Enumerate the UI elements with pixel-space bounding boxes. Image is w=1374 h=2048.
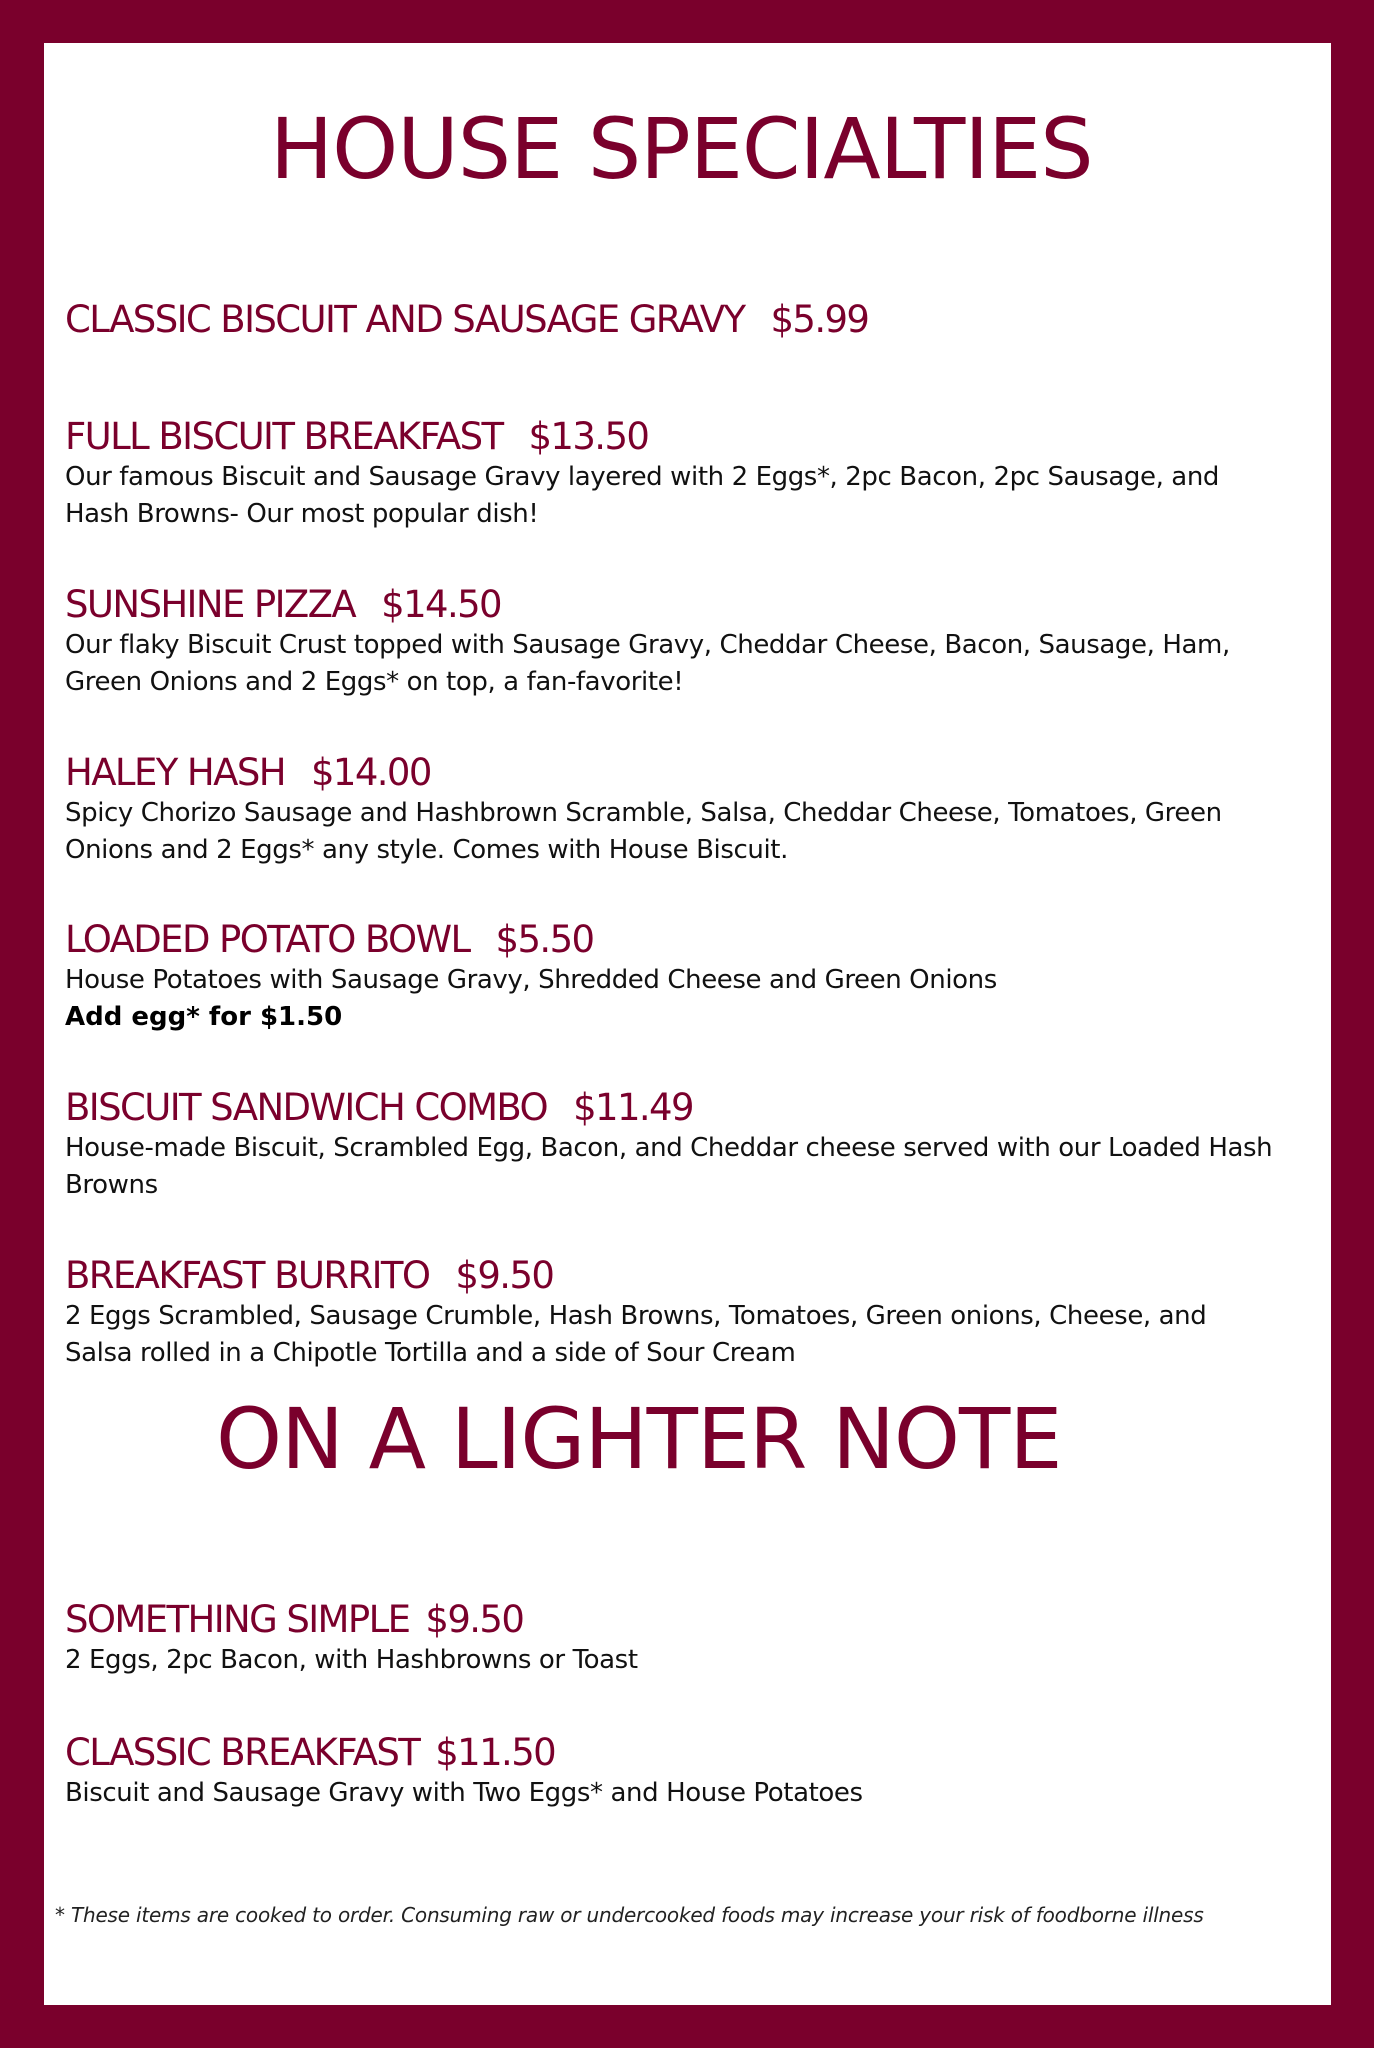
menu-item-description: House-made Biscuit, Scrambled Egg, Bacon, and Cheddar cheese served with our Loaded Hash Browns <box>65 1133 1273 1200</box>
menu-item-title <box>65 415 1275 459</box>
menu-item-title <box>65 583 1275 627</box>
footnote: * These items are cooked to order. Consuming raw or undercooked foods may increase your risk of foodborne illness <box>55 1903 1204 1927</box>
menu-item-price: $11.50 <box>435 1731 556 1774</box>
menu-item-addon: Add egg* for $1.50 <box>65 1002 343 1032</box>
menu-item <box>65 415 1275 533</box>
menu-item-price: $5.50 <box>495 918 594 961</box>
menu-item-name: FULL BISCUIT BREAKFAST <box>65 415 503 458</box>
menu-item-name: CLASSIC BISCUIT AND SAUSAGE GRAVY <box>65 298 745 341</box>
menu-item-title <box>65 1731 1275 1775</box>
menu-item-name: SUNSHINE PIZZA <box>65 583 356 626</box>
menu-item-title <box>65 1086 1275 1130</box>
menu-item <box>65 1598 1275 1679</box>
menu-item-price: $11.49 <box>573 1086 693 1129</box>
menu-item-price: $14.00 <box>310 751 431 794</box>
menu-item-title <box>65 298 1275 342</box>
menu-item <box>65 751 1275 869</box>
menu-item-description: Our flaky Biscuit Crust topped with Sausage Gravy, Cheddar Cheese, Bacon, Sausage, Ham, Green Onions and 2 Eggs* on top, a fan-favorite! <box>65 630 1230 697</box>
menu-item-name: BREAKFAST BURRITO <box>65 1254 430 1297</box>
menu-item-title <box>65 918 1275 962</box>
menu-item <box>65 583 1275 701</box>
menu-item-price: $5.99 <box>770 298 869 341</box>
menu-item-description: House Potatoes with Sausage Gravy, Shredded Cheese and Green Onions <box>65 965 997 995</box>
menu-item <box>65 1731 1275 1812</box>
menu-item-title <box>65 1598 1275 1642</box>
menu-item-name: SOMETHING SIMPLE <box>65 1598 410 1641</box>
menu-item <box>65 918 1275 1036</box>
menu-item-name: HALEY HASH <box>65 751 285 794</box>
menu-item-name: CLASSIC BREAKFAST <box>65 1731 420 1774</box>
menu-item-title <box>65 751 1275 795</box>
menu-item-name: BISCUIT SANDWICH COMBO <box>65 1086 548 1129</box>
menu-item-title <box>65 1254 1275 1298</box>
menu-item-price: $14.50 <box>381 583 501 626</box>
section-title-lighter-note: ON A LIGHTER NOTE <box>216 1390 1062 1488</box>
menu-item-description: Our famous Biscuit and Sausage Gravy layered with 2 Eggs*, 2pc Bacon, 2pc Sausage, and Hash Browns- Our most popular dish! <box>65 462 1220 529</box>
menu-item <box>65 1086 1275 1204</box>
menu-item-description: Biscuit and Sausage Gravy with Two Eggs* and House Potatoes <box>65 1778 863 1808</box>
menu-item-description: 2 Eggs, 2pc Bacon, with Hashbrowns or Toast <box>65 1645 638 1675</box>
menu-item-price: $9.50 <box>425 1598 524 1641</box>
menu-item-name: LOADED POTATO BOWL <box>65 918 470 961</box>
section-title-house-specialties: HOUSE SPECIALTIES <box>270 100 1093 198</box>
menu-item-price: $9.50 <box>455 1254 554 1297</box>
menu-item-description: 2 Eggs Scrambled, Sausage Crumble, Hash Browns, Tomatoes, Green onions, Cheese, and Salsa rolled in a Chipotle Tortilla and a side of Sour Cream <box>65 1301 1207 1368</box>
menu-item <box>65 1254 1275 1372</box>
menu-item <box>65 298 1275 342</box>
menu-item-price: $13.50 <box>528 415 649 458</box>
menu-item-description: Spicy Chorizo Sausage and Hashbrown Scramble, Salsa, Cheddar Cheese, Tomatoes, Green Onions and 2 Eggs* any style. Comes with House Biscuit. <box>65 798 1222 865</box>
